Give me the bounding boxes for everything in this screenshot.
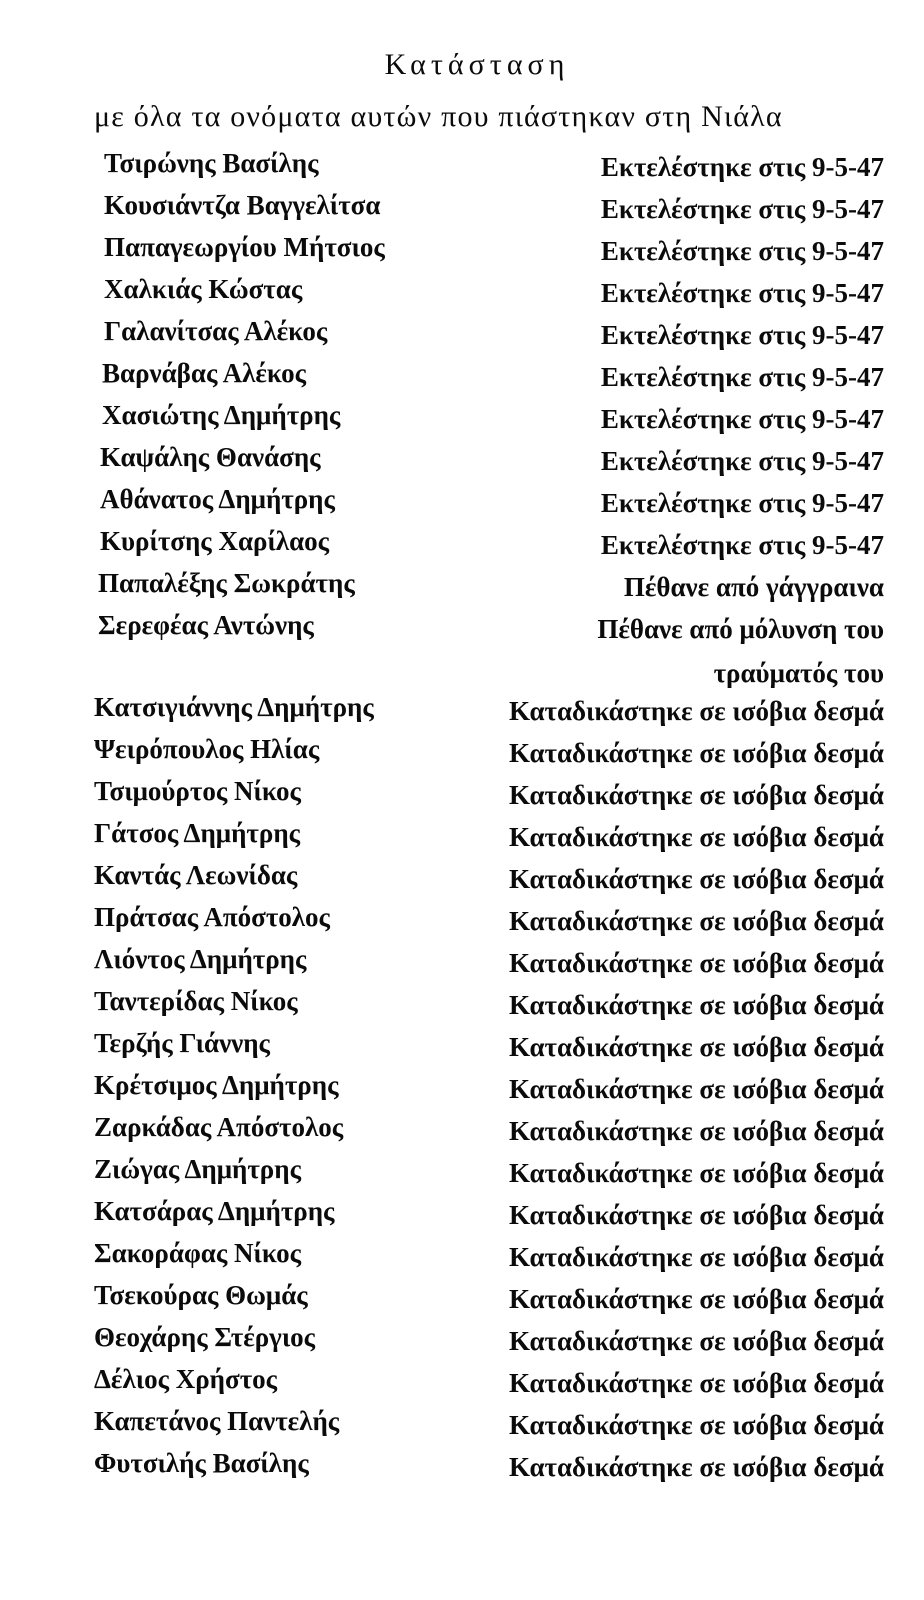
document-subtitle: με όλα τα ονόματα αυτών που πιάστηκαν στη Νιάλα bbox=[94, 100, 783, 133]
list-item bbox=[0, 1154, 924, 1196]
person-status: Εκτελέστηκε στις 9-5-47 bbox=[600, 362, 884, 392]
person-status: Καταδικάστηκε σε ισόβια δεσμά bbox=[508, 696, 884, 726]
person-status: Καταδικάστηκε σε ισόβια δεσμά bbox=[508, 1452, 884, 1482]
list-item bbox=[0, 568, 924, 610]
person-name: Χαλκιάς Κώστας bbox=[104, 274, 303, 304]
person-status: Καταδικάστηκε σε ισόβια δεσμά bbox=[508, 1284, 884, 1314]
person-name: Κυρίτσης Χαρίλαος bbox=[100, 526, 330, 556]
person-name: Βαρνάβας Αλέκος bbox=[102, 358, 307, 388]
person-name: Τερζής Γιάννης bbox=[94, 1028, 270, 1058]
person-name: Πράτσας Απόστολος bbox=[94, 902, 330, 932]
person-status: Καταδικάστηκε σε ισόβια δεσμά bbox=[508, 822, 884, 852]
person-status: Εκτελέστηκε στις 9-5-47 bbox=[600, 152, 884, 182]
list-item bbox=[0, 944, 924, 986]
list-item bbox=[0, 1028, 924, 1070]
person-status: Καταδικάστηκε σε ισόβια δεσμά bbox=[508, 1326, 884, 1356]
person-name: Λιόντος Δημήτρης bbox=[94, 944, 307, 974]
list-item bbox=[0, 526, 924, 568]
person-status: Καταδικάστηκε σε ισόβια δεσμά bbox=[508, 1074, 884, 1104]
person-name: Φυτσιλής Βασίλης bbox=[94, 1448, 309, 1478]
person-name: Τσιρώνης Βασίλης bbox=[104, 148, 319, 178]
person-status: Καταδικάστηκε σε ισόβια δεσμά bbox=[508, 1032, 884, 1062]
list-item bbox=[0, 986, 924, 1028]
list-item bbox=[0, 400, 924, 442]
list-item bbox=[0, 316, 924, 358]
person-name: Σακοράφας Νίκος bbox=[94, 1238, 301, 1268]
person-status: Εκτελέστηκε στις 9-5-47 bbox=[600, 194, 884, 224]
person-name: Γάτσος Δημήτρης bbox=[94, 818, 301, 848]
person-status: Πέθανε από μόλυνση του bbox=[597, 614, 884, 644]
person-name: Ψειρόπουλος Ηλίας bbox=[94, 734, 320, 764]
person-status: Καταδικάστηκε σε ισόβια δεσμά bbox=[508, 1200, 884, 1230]
list-item bbox=[0, 860, 924, 902]
person-status: Καταδικάστηκε σε ισόβια δεσμά bbox=[508, 1116, 884, 1146]
list-item bbox=[0, 1070, 924, 1112]
person-name: Χασιώτης Δημήτρης bbox=[102, 400, 341, 430]
list-item bbox=[0, 734, 924, 776]
list-item bbox=[0, 818, 924, 860]
person-status: Καταδικάστηκε σε ισόβια δεσμά bbox=[508, 1410, 884, 1440]
list-item bbox=[0, 1196, 924, 1238]
document-title: Κατάσταση bbox=[384, 48, 570, 81]
person-status: Καταδικάστηκε σε ισόβια δεσμά bbox=[508, 990, 884, 1020]
list-item bbox=[0, 1364, 924, 1406]
person-status: Εκτελέστηκε στις 9-5-47 bbox=[600, 446, 884, 476]
person-status: Εκτελέστηκε στις 9-5-47 bbox=[600, 488, 884, 518]
list-item bbox=[0, 358, 924, 400]
person-name: Ζαρκάδας Απόστολος bbox=[94, 1112, 344, 1142]
person-name: Αθάνατος Δημήτρης bbox=[100, 484, 335, 514]
person-status: Καταδικάστηκε σε ισόβια δεσμά bbox=[508, 738, 884, 768]
person-status: Καταδικάστηκε σε ισόβια δεσμά bbox=[508, 1242, 884, 1272]
list-item bbox=[0, 1448, 924, 1490]
list-item bbox=[0, 1406, 924, 1448]
person-name: Καψάλης Θανάσης bbox=[100, 442, 321, 472]
person-name: Κουσιάντζα Βαγγελίτσα bbox=[104, 190, 381, 220]
person-name: Γαλανίτσας Αλέκος bbox=[104, 316, 328, 346]
person-name: Τσιμούρτος Νίκος bbox=[94, 776, 301, 806]
person-name: Παπαλέξης Σωκράτης bbox=[98, 568, 355, 598]
person-name: Σερεφέας Αντώνης bbox=[98, 610, 314, 640]
list-item bbox=[0, 190, 924, 232]
person-status: Καταδικάστηκε σε ισόβια δεσμά bbox=[508, 780, 884, 810]
list-item bbox=[0, 484, 924, 526]
person-name: Ταντερίδας Νίκος bbox=[94, 986, 298, 1016]
person-name: Κρέτσιμος Δημήτρης bbox=[94, 1070, 339, 1100]
person-status: Καταδικάστηκε σε ισόβια δεσμά bbox=[508, 864, 884, 894]
list-item bbox=[0, 692, 924, 734]
list-item bbox=[0, 442, 924, 484]
person-name: Τσεκούρας Θωμάς bbox=[94, 1280, 308, 1310]
person-status: Εκτελέστηκε στις 9-5-47 bbox=[600, 530, 884, 560]
person-name: Ζιώγας Δημήτρης bbox=[94, 1154, 301, 1184]
person-status: Καταδικάστηκε σε ισόβια δεσμά bbox=[508, 1158, 884, 1188]
list-item bbox=[0, 902, 924, 944]
list-item bbox=[0, 148, 924, 190]
person-name: Κατσάρας Δημήτρης bbox=[94, 1196, 335, 1226]
list-item bbox=[0, 1112, 924, 1154]
person-name: Καπετάνος Παντελής bbox=[94, 1406, 340, 1436]
list-item bbox=[0, 1322, 924, 1364]
list-item bbox=[0, 232, 924, 274]
person-status: Εκτελέστηκε στις 9-5-47 bbox=[600, 236, 884, 266]
person-status: Καταδικάστηκε σε ισόβια δεσμά bbox=[508, 1368, 884, 1398]
person-status: Πέθανε από γάγγραινα bbox=[623, 572, 884, 602]
list-item bbox=[0, 776, 924, 818]
person-status: Καταδικάστηκε σε ισόβια δεσμά bbox=[508, 948, 884, 978]
person-name: Καντάς Λεωνίδας bbox=[94, 860, 298, 890]
person-status: Καταδικάστηκε σε ισόβια δεσμά bbox=[508, 906, 884, 936]
person-name: Κατσιγιάννης Δημήτρης bbox=[94, 692, 374, 722]
list-item bbox=[0, 1280, 924, 1322]
list-item bbox=[0, 610, 924, 688]
list-item bbox=[0, 1238, 924, 1280]
person-status: Εκτελέστηκε στις 9-5-47 bbox=[600, 278, 884, 308]
person-name: Δέλιος Χρήστος bbox=[94, 1364, 278, 1394]
list-item bbox=[0, 274, 924, 316]
person-name: Παπαγεωργίου Μήτσιος bbox=[104, 232, 385, 262]
person-status: Εκτελέστηκε στις 9-5-47 bbox=[600, 404, 884, 434]
person-status-continuation: τραύματός του bbox=[713, 658, 884, 688]
person-name: Θεοχάρης Στέργιος bbox=[94, 1322, 316, 1352]
person-status: Εκτελέστηκε στις 9-5-47 bbox=[600, 320, 884, 350]
